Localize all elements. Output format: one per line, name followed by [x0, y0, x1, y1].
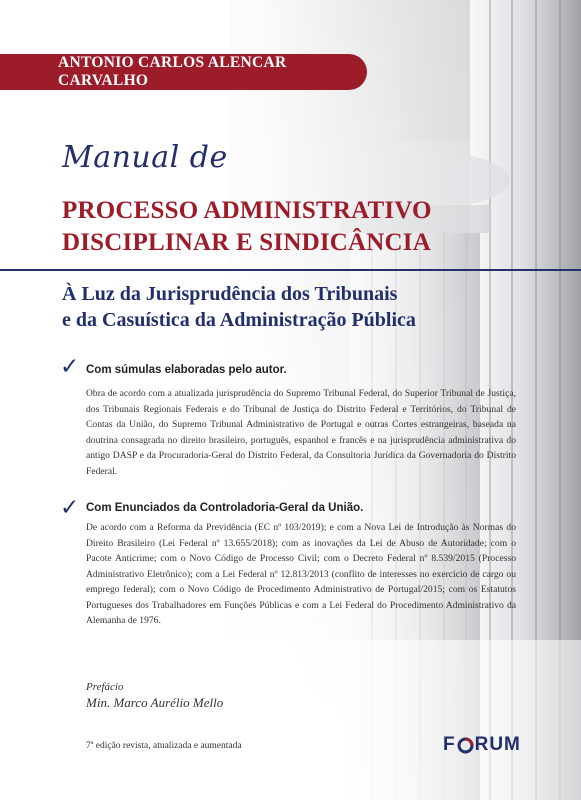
- preface-label: Prefácio: [86, 681, 124, 693]
- edition-note: 7ª edição revista, atualizada e aumentada: [86, 741, 242, 751]
- feature-description: De acordo com a Reforma da Previdência (EC nº 103/2019); e com a Nova Lei de Introdução às Normas do Direito Brasileiro (Lei Federal nº 13.655/2018); com as inovações da Lei de Abuso de Autoridade; com o Pacote Anticrime; com o Novo Código de Processo Civil; com o Decreto Federal nº 8.539/2015 (Processo Administrativo Eletrônico); com a Lei Federal nº 12.813/2013 (conflito de interesses no exercício de cargo ou emprego federal); com o Novo Código de Procedimento Administrativo de Portugal/2015; com os Estatutos Portugueses dos Trabalhadores em Funções Públicas e com a Lei Federal do Procedimento Administrativo da Alemanha de 1976.: [86, 522, 516, 626]
- publisher-logo-right: RUM: [474, 734, 521, 755]
- publisher-logo: [443, 734, 521, 756]
- preface-author: Min. Marco Aurélio Mello: [86, 695, 224, 710]
- subtitle-line-1: À Luz da Jurisprudência dos Tribunais: [62, 283, 398, 305]
- feature-heading: Com Enunciados da Controladoria-Geral da União.: [86, 502, 364, 514]
- checkmark-icon: ✓: [60, 495, 80, 521]
- publisher-logo-left: F: [443, 734, 456, 755]
- main-title-line-2: DISCIPLINAR E SINDICÂNCIA: [62, 229, 431, 256]
- feature-heading: Com súmulas elaboradas pelo autor.: [86, 364, 287, 376]
- author-band: [0, 54, 367, 90]
- author-name: ANTONIO CARLOS ALENCAR CARVALHO: [58, 54, 287, 89]
- main-title-line-1: PROCESSO ADMINISTRATIVO: [62, 197, 432, 224]
- title-divider: [0, 269, 581, 271]
- checkmark-icon: ✓: [60, 354, 80, 380]
- feature-description: Obra de acordo com a atualizada jurisprudência do Supremo Tribunal Federal, do Superior Tribunal de Justiça, dos Tribunais Regionais Federais e do Tribunal de Justiça do Distrito Federal e Territórios, do Tribunal de Contas da União, do Supremo Tribunal Administrativo de Portugal e outras Cortes estrangeiras, baseada na doutrina consagrada no direito brasileiro, português, espanhol e francês e na jurisprudência administrativa do antigo DASP e da Procuradoria-Geral do Distrito Federal, da Consultoria Jurídica da Governadoria do Distrito Federal.: [86, 388, 516, 477]
- title-prefix: Manual de: [62, 140, 228, 175]
- publisher-logo-icon: [457, 737, 474, 754]
- subtitle-line-2: e da Casuística da Administração Pública: [62, 309, 416, 331]
